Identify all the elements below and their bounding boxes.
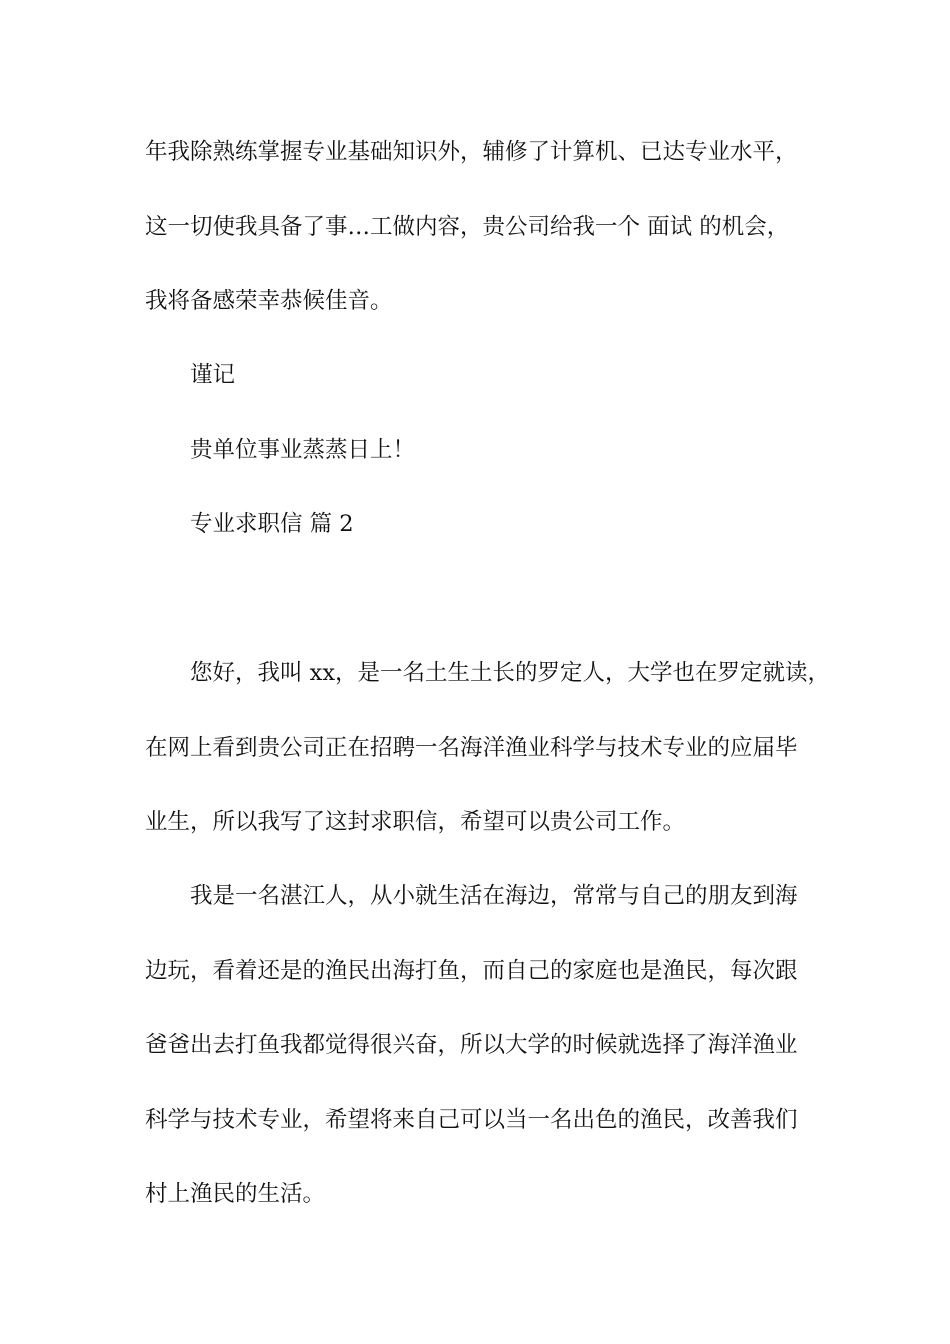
closing-line: 贵单位事业蒸蒸日上！ [190,437,416,463]
section-heading: 专业求职信 篇 2 [190,511,354,537]
paragraph-line: 爸爸出去打鱼我都觉得很兴奋，所以大学的时候就选择了海洋渔业 [145,1032,798,1058]
paragraph-line: 村上渔民的生活。 [145,1181,326,1207]
paragraph-line: 我将备感荣幸恭候佳音。 [145,288,393,314]
closing-line: 谨记 [190,362,236,388]
paragraph-line: 业生，所以我写了这封求职信，希望可以贵公司工作。 [145,809,686,835]
paragraph-line: 在网上看到贵公司正在招聘一名海洋渔业科学与技术专业的应届毕 [145,735,798,761]
paragraph-line: 我是一名湛江人，从小就生活在海边，常常与自己的朋友到海 [190,883,798,909]
paragraph-line: 您好，我叫 xx，是一名土生土长的罗定人，大学也在罗定就读， [190,660,831,686]
paragraph-line: 这一切使我具备了事…工做内容，贵公司给我一个 面试 的机会， [145,214,790,240]
paragraph-line: 边玩，看着还是的渔民出海打鱼，而自己的家庭也是渔民，每次跟 [145,958,798,984]
paragraph-line: 科学与技术专业，希望将来自己可以当一名出色的渔民，改善我们 [145,1107,798,1133]
paragraph-line: 年我除熟练掌握专业基础知识外，辅修了计算机、已达专业水平， [145,139,798,165]
